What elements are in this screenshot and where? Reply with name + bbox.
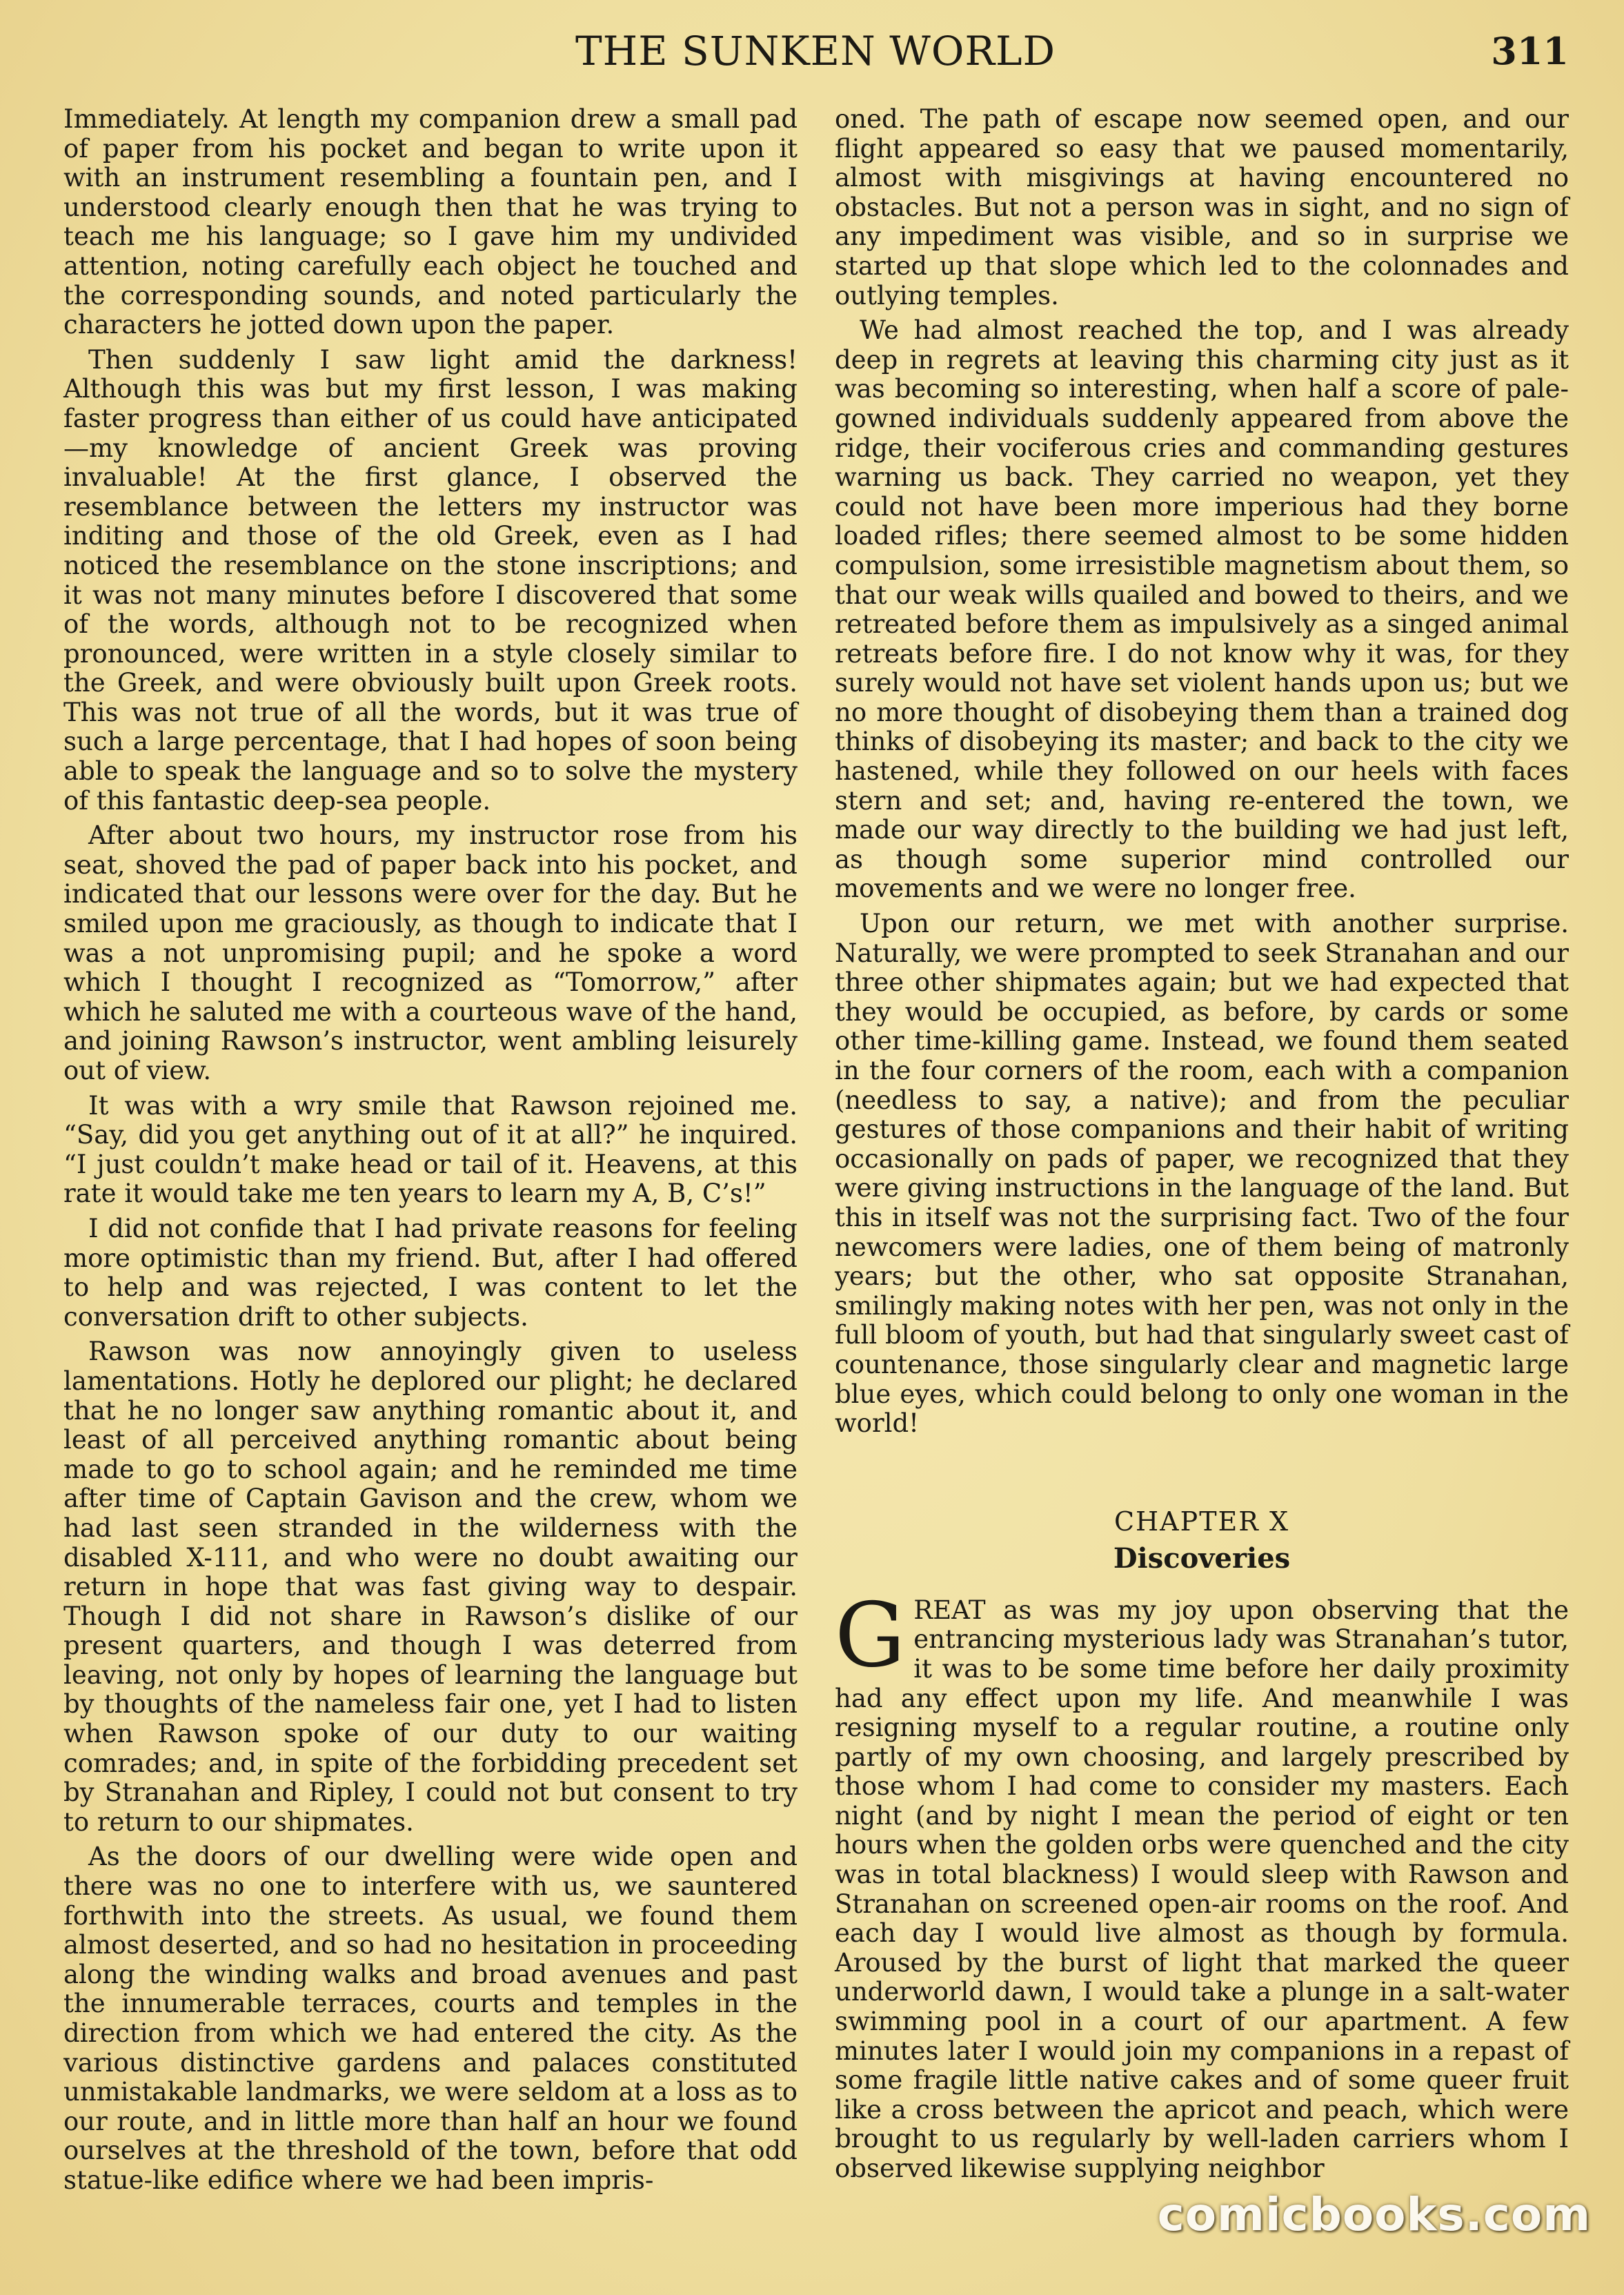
paragraph: We had almost reached the top, and I was already deep in regrets at leaving this charming city just as it was becoming so interesting, when half a score of pale-gowned individuals suddenly appeared from above the ridge, their vociferous cries and commanding gestures warning us back. They carried no weapon, yet they could not have been more imperious had they borne loaded rifles; there seemed almost to be some hidden compulsion, some irresistible magnetism about them, so that our weak wills quailed and bowed to theirs, and we retreated before them as impulsively as a singed animal retreats before fire. I do not know why it was, for they surely would not have set violent hands upon us; but we no more thought of disobeying them than a trained dog thinks of disobeying its master; and back to the city we hastened, while they followed on our heels with faces stern and set; and, having re-entered the town, we made our way directly to the building we had just left, as though some superior mind controlled our movements and we were no longer free.: [835, 315, 1569, 904]
drop-cap: G: [835, 1584, 906, 1687]
paragraph: As the doors of our dwelling were wide open and there was no one to interfere with us, we sauntered forthwith into the streets. As usual, we found them almost deserted, and so had no hesitation in proceeding along the winding walks and broad avenues and past the innumerable terraces, courts and temples in the direction from which we had entered the city. As the various distinctive gardens and palaces constituted unmistakable landmarks, we were seldom at a loss as to our route, and in little more than half an hour we found ourselves at the threshold of the town, before that odd statue-like edifice where we had been impris-: [63, 1842, 798, 2195]
paragraph: Upon our return, we met with another surprise. Naturally, we were prompted to seek Stranahan and our three other shipmates again; but we had expected that they would be occupied, as before, by cards or some other time-killing game. Instead, we found them seated in the four corners of the room, each with a companion (needless to say, a native); and from the peculiar gestures of those companions and their habit of writing occasionally on pads of paper, we recognized that they were giving instructions in the language of the land. But this in itself was not the surprising fact. Two of the four newcomers were ladies, one of them being of matronly years; but the other, who sat opposite Stranahan, smilingly making notes with her pen, was not only in the full bloom of youth, but had that singularly sweet cast of countenance, those singularly clear and magnetic large blue eyes, which could belong to only one woman in the world!: [835, 909, 1569, 1439]
chapter-heading: CHAPTER X: [1113, 1506, 1290, 1537]
paragraph: Rawson was now annoyingly given to useless lamentations. Hotly he deplored our plight; he declared that he no longer saw anything romantic about it, and least of all perceived anything romantic about being made to go to school again; and he reminded me time after time of Captain Gavison and the crew, whom we had last seen stranded in the wilderness with the disabled X-111, and who were no doubt awaiting our return in hope that was fast giving way to despair. Though I did not share in Rawson’s dislike of our present quarters, and though I was deterred from leaving, not only by hopes of learning the language but by thoughts of the nameless fair one, yet I had to listen when Rawson spoke of our duty to our waiting comrades; and, in spite of the forbidding precedent set by Stranahan and Ripley, I could not but consent to try to return to our shipmates.: [63, 1337, 798, 1837]
paragraph: It was with a wry smile that Rawson rejoined me. “Say, did you get anything out of it at all?” he inquired. “I just couldn’t make head or tail of it. Heavens, at this rate it would take me ten years to learn my A, B, C’s!”: [63, 1090, 798, 1209]
watermark: comicbooks.com: [1157, 2188, 1591, 2241]
chapter-opening-paragraph: [835, 1584, 1569, 2184]
paragraph: oned. The path of escape now seemed open, and our flight appeared so easy that we paused momentarily, almost with misgivings at having encountered no obstacles. But not a person was in sight, and no sign of any impediment was visible, and so in surprise we started up that slope which led to the colonnades and outlying temples.: [835, 104, 1569, 311]
chapter-title: Discoveries: [1113, 1542, 1291, 1575]
page-number: 311: [1491, 29, 1569, 73]
left-column: [63, 105, 798, 2201]
paragraph: After about two hours, my instructor rose from his seat, shoved the pad of paper back into his pocket, and indicated that our lessons were over for the day. But he smiled upon me graciously, as though to indicate that I was a not unpromising pupil; and he spoke a word which I thought I recognized as “Tomorrow,” after which he saluted me with a courteous wave of the hand, and joining Rawson’s instructor, went ambling leisurely out of view.: [63, 820, 798, 1085]
paragraph: Then suddenly I saw light amid the darkness! Although this was but my first lesson, I was making faster progress than either of us could have anticipated —my knowledge of ancient Greek was proving invaluable! At the first glance, I observed the resemblance between the letters my instructor was inditing and those of the old Greek, even as I had noticed the resemblance on the stone inscriptions; and it was not many minutes before I discovered that some of the words, although not to be recognized when pronounced, were written in a style closely similar to the Greek, and were obviously built upon Greek roots. This was not true of all the words, but it was true of such a large percentage, that I had hopes of soon being able to speak the language and so to solve the mystery of this fantastic deep-sea people.: [63, 344, 798, 816]
chapter-opening-text: REAT as was my joy upon observing that the entrancing mysterious lady was Stranahan’s tutor, it was to be some time before her daily proximity had any effect upon my life. And meanwhile I was resigning myself to a regular routine, a routine only partly of my own choosing, and largely prescribed by those whom I had come to consider my masters. Each night (and by night I mean the period of eight or ten hours when the golden orbs were quenched and the city was in total blackness) I would sleep with Rawson and Stranahan on screened open-air rooms on the roof. And each day I would live almost as though by formula. Aroused by the burst of light that marked the queer underworld dawn, I would take a plunge in a salt-water swimming pool in a court of our apartment. A few minutes later I would join my companions in a repast of some fragile little native cakes and of some queer fruit like a cross between the apricot and peach, which were brought to us regularly by well-laden carriers whom I observed likewise supplying neighbor: [835, 1595, 1569, 2183]
right-column: [835, 105, 1569, 2189]
page-header: [62, 26, 1569, 76]
running-title: THE SUNKEN WORLD: [575, 28, 1056, 75]
paragraph: I did not confide that I had private reasons for feeling more optimistic than my friend. But, after I had offered to help and was rejected, I was content to let the conversation drift to other subjects.: [63, 1213, 798, 1332]
paragraph: Immediately. At length my companion drew a small pad of paper from his pocket and began to write upon it with an instrument resembling a fountain pen, and I understood clearly enough then that he was trying to teach me his language; so I gave him my undivided attention, noting carefully each object he touched and the corresponding sounds, and noted particularly the characters he jotted down upon the paper.: [63, 104, 798, 340]
